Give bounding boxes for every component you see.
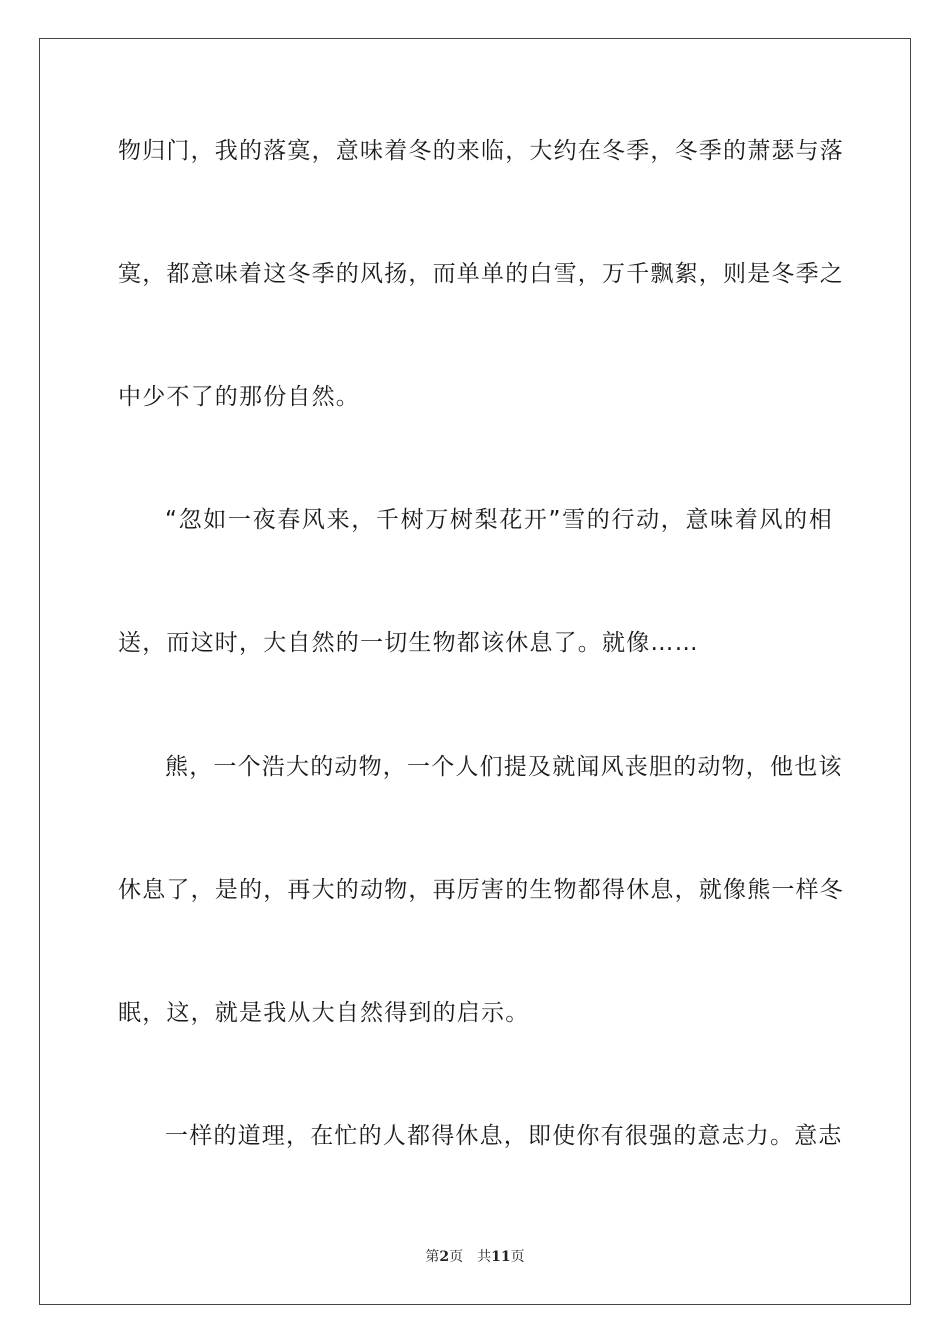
text-line-2: 寞，都意味着这冬季的风扬，而单单的白雪，万千飘絮，则是冬季之 xyxy=(118,261,844,287)
page-border xyxy=(39,38,911,1305)
total-pages-indicator xyxy=(477,1249,524,1265)
text-line-9: 一样的道理，在忙的人都得休息，即使你有很强的意志力。意志 xyxy=(165,1123,843,1149)
page-number: 2 xyxy=(439,1249,450,1265)
page-prefix: 第 xyxy=(425,1249,440,1265)
text-line-3: 中少不了的那份自然。 xyxy=(118,384,360,410)
text-line-6: 熊，一个浩大的动物，一个人们提及就闻风丧胆的动物，他也该 xyxy=(165,754,843,780)
page-suffix: 页 xyxy=(449,1249,464,1265)
page-indicator xyxy=(425,1249,463,1265)
text-line-8: 眠，这，就是我从大自然得到的启示。 xyxy=(118,1000,530,1026)
total-prefix: 共 xyxy=(477,1249,492,1265)
text-line-4: “忽如一夜春风来，千树万树梨花开”雪的行动，意味着风的相 xyxy=(165,507,833,533)
text-line-1: 物归门，我的落寞，意味着冬的来临，大约在冬季，冬季的萧瑟与落 xyxy=(118,138,844,164)
total-pages: 11 xyxy=(491,1249,511,1265)
page-footer xyxy=(0,1247,950,1267)
text-line-7: 休息了，是的，再大的动物，再厉害的生物都得休息，就像熊一样冬 xyxy=(118,877,844,903)
total-suffix: 页 xyxy=(510,1249,525,1265)
text-line-5: 送，而这时，大自然的一切生物都该休息了。就像…… xyxy=(118,630,699,656)
